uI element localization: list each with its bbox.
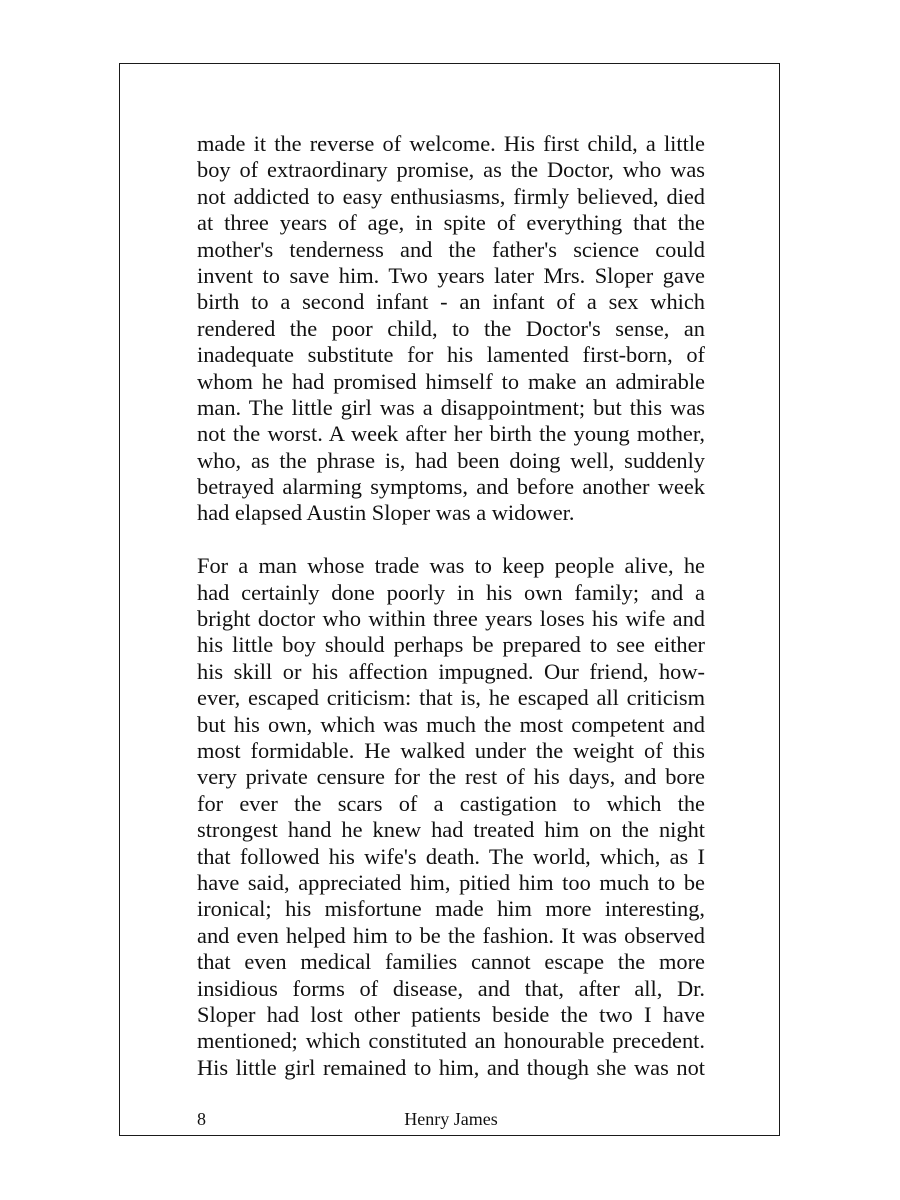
text-line: inadequate substitute for his lamented first-born, of bbox=[197, 342, 705, 368]
text-line: ironical; his misfortune made him more interesting, bbox=[197, 896, 705, 922]
text-line: not addicted to easy enthusiasms, firmly believed, died bbox=[197, 183, 705, 209]
page-footer bbox=[197, 1109, 705, 1133]
text-line: His little girl remained to him, and though she was not bbox=[197, 1054, 705, 1080]
text-line: ever, escaped criticism: that is, he escaped all criticism bbox=[197, 685, 705, 711]
text-line: who, as the phrase is, had been doing well, suddenly bbox=[197, 447, 705, 473]
text-line: that followed his wife's death. The world, which, as I bbox=[197, 843, 705, 869]
text-line: birth to a second infant - an infant of a sex which bbox=[197, 289, 705, 315]
text-line: and even helped him to be the fashion. It was observed bbox=[197, 922, 705, 948]
text-line: that even medical families cannot escape the more bbox=[197, 949, 705, 975]
text-line: mother's tenderness and the father's science could bbox=[197, 236, 705, 262]
body-text bbox=[197, 131, 705, 1081]
text-line: had certainly done poorly in his own family; and a bbox=[197, 579, 705, 605]
text-line: man. The little girl was a disappointment; but this was bbox=[197, 394, 705, 420]
page-number: 8 bbox=[197, 1109, 206, 1129]
text-line: but his own, which was much the most competent and bbox=[197, 711, 705, 737]
paragraph bbox=[197, 131, 705, 527]
text-line: mentioned; which constituted an honourable precedent. bbox=[197, 1028, 705, 1054]
text-line: For a man whose trade was to keep people alive, he bbox=[197, 553, 705, 579]
text-line: betrayed alarming symptoms, and before another week bbox=[197, 474, 705, 500]
text-line: have said, appreciated him, pitied him too much to be bbox=[197, 869, 705, 895]
text-line: very private censure for the rest of his days, and bore bbox=[197, 764, 705, 790]
text-line: not the worst. A week after her birth the young mother, bbox=[197, 421, 705, 447]
text-line: whom he had promised himself to make an admirable bbox=[197, 368, 705, 394]
text-line: his skill or his affection impugned. Our friend, how- bbox=[197, 658, 705, 684]
text-line: his little boy should perhaps be prepared to see either bbox=[197, 632, 705, 658]
text-line: insidious forms of disease, and that, after all, Dr. bbox=[197, 975, 705, 1001]
running-author: Henry James bbox=[404, 1109, 498, 1129]
text-line: at three years of age, in spite of everything that the bbox=[197, 210, 705, 236]
text-line: boy of extraordinary promise, as the Doctor, who was bbox=[197, 157, 705, 183]
text-line: Sloper had lost other patients beside the two I have bbox=[197, 1001, 705, 1027]
text-line: rendered the poor child, to the Doctor's sense, an bbox=[197, 315, 705, 341]
text-line: made it the reverse of welcome. His first child, a little bbox=[197, 131, 705, 156]
text-line: bright doctor who within three years loses his wife and bbox=[197, 606, 705, 632]
text-line: most formidable. He walked under the weight of this bbox=[197, 737, 705, 763]
text-line: invent to save him. Two years later Mrs. Sloper gave bbox=[197, 262, 705, 288]
paragraph bbox=[197, 553, 705, 1081]
text-line: had elapsed Austin Sloper was a widower. bbox=[197, 500, 575, 526]
page bbox=[119, 63, 780, 1136]
text-line: strongest hand he knew had treated him on the night bbox=[197, 817, 705, 843]
text-line: for ever the scars of a castigation to which the bbox=[197, 790, 705, 816]
